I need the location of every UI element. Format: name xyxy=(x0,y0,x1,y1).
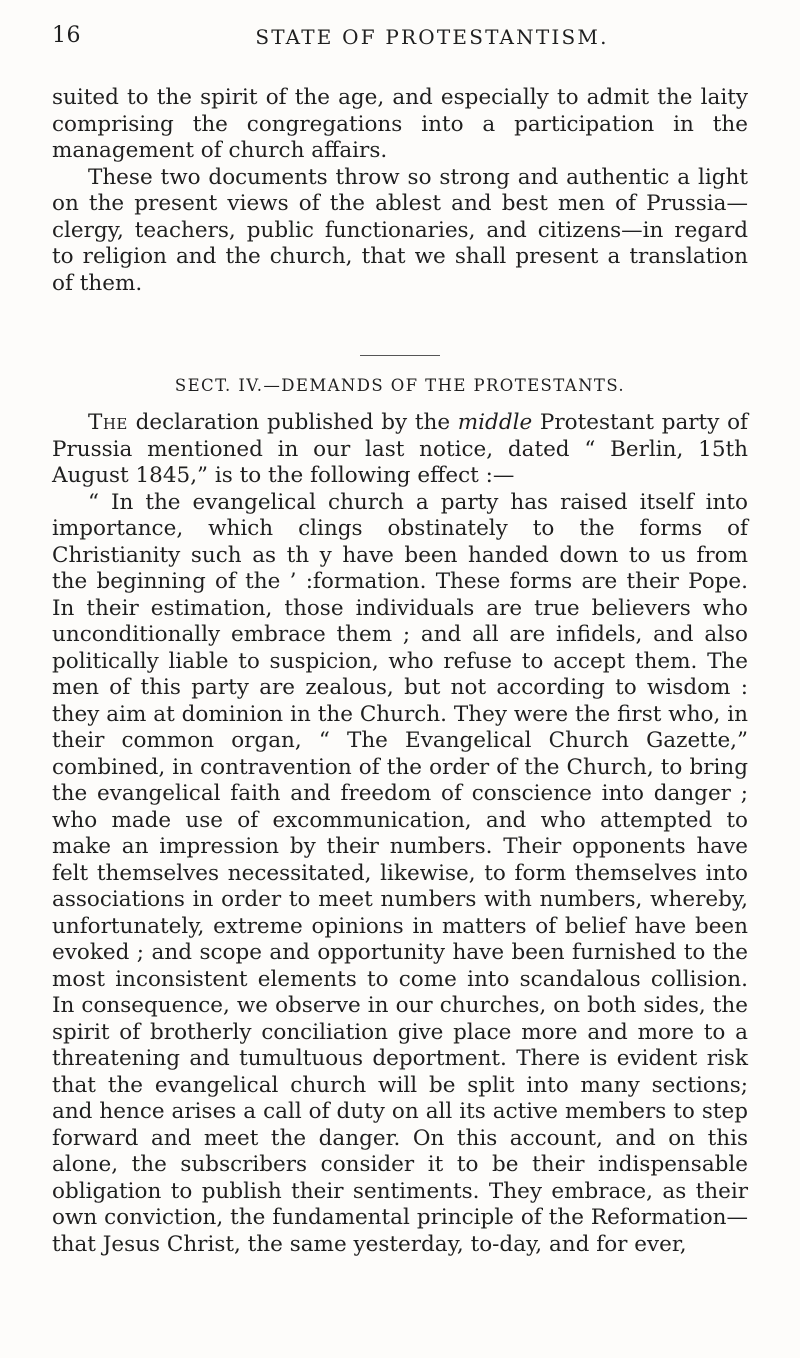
paragraph-documents: These two documents throw so strong and authentic a light on the present views of the ablest and best men of Prussia— clergy, teachers, public functionaries, and citizens—in regard to religion and the church, that we shall present a translation of them. xyxy=(52,164,748,296)
page-number: 16 xyxy=(52,23,81,48)
lead-text-after-italic: Protestant party of Prussia mentioned in our last notice, dated “ Berlin, 15th August 1845,” is to the following effect :— xyxy=(52,410,748,488)
paragraph-declaration xyxy=(52,410,748,490)
section-divider-rule xyxy=(360,355,440,356)
paragraph-continued: suited to the spirit of the age, and especially to admit the laity comprising the congregations into a participation in the management of church affairs. xyxy=(52,85,748,163)
page-header xyxy=(52,23,752,53)
paragraph-quoted-declaration: “ In the evangelical church a party has raised itself into importance, which clings obstinately to the forms of Christianity such as th y have been handed down to us from the beginning of the ’ :formation. These forms are their Pope. In their estimation, those individuals are true believers who unconditionally embrace them ; and all are infidels, and also politically liable to suspicion, who refuse to accept them. The men of this party are zealous, but not according to wisdom : they aim at dominion in the Church. They were the first who, in their common organ, “ The Evangelical Church Gazette,” combined, in contravention of the order of the Church, to bring the evangelical faith and freedom of conscience into danger ; who made use of excommunication, and who attempted to make an impression by their numbers. Their opponents have felt themselves necessitated, likewise, to form themselves into associations in order to meet numbers with numbers, whereby, unfortunately, extreme opinions in matters of belief have been evoked ; and scope and opportunity have been furnished to the most inconsistent elements to come into scandalous collision. In consequence, we observe in our churches, on both sides, the spirit of brotherly conciliation give place more and more to a threatening and tumultuous deportment. There is evident risk that the evangelical church will be split into many sections; and hence arises a call of duty on all its active members to step forward and meet the danger. On this account, and on this alone, the subscribers consider it to be their indispensable obligation to publish their sentiments. They embrace, as their own conviction, the fundamental principle of the Reformation— that Jesus Christ, the same yesterday, to-day, and for ever, xyxy=(52,489,748,1257)
lead-word-smallcaps: The xyxy=(88,410,128,435)
section-text-block xyxy=(52,410,748,1258)
lead-text-before-italic: declaration published by the xyxy=(127,410,458,435)
italic-word-middle: middle xyxy=(457,410,533,435)
running-head: STATE OF PROTESTANTISM. xyxy=(255,25,609,49)
section-heading: SECT. IV.—DEMANDS OF THE PROTESTANTS. xyxy=(174,376,626,395)
opening-text-block xyxy=(52,85,748,297)
